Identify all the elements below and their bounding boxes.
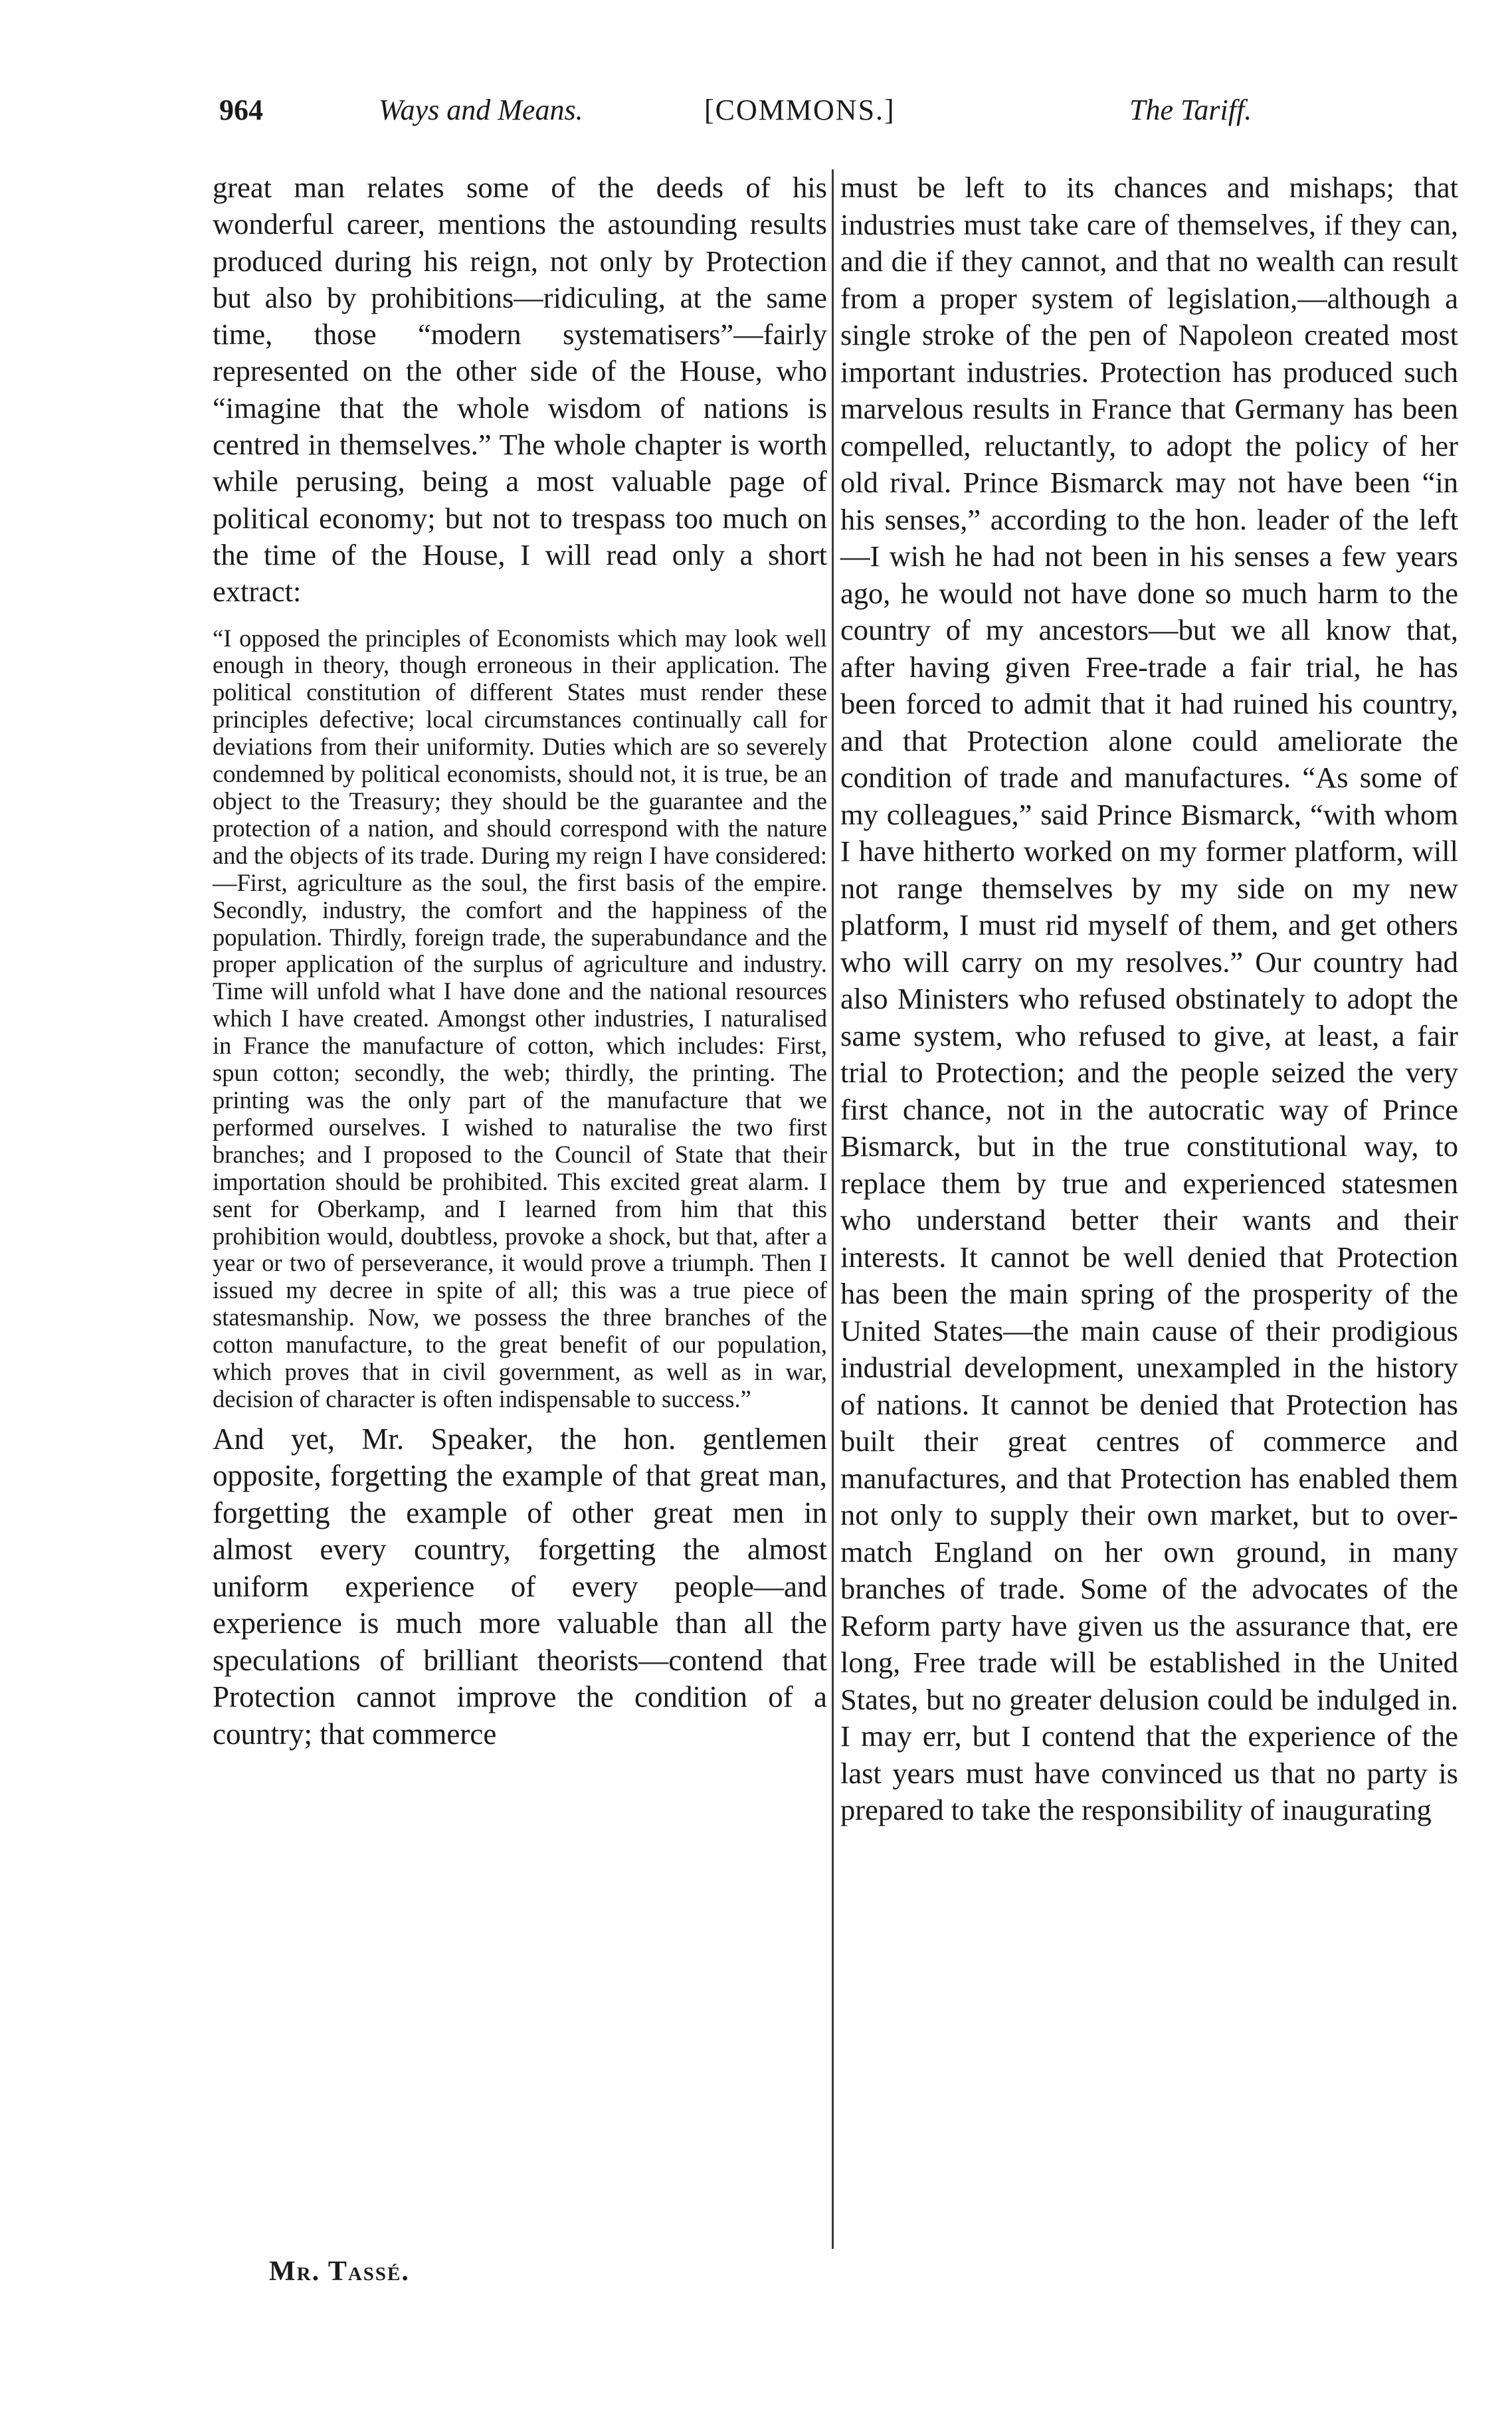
page-header bbox=[0, 93, 1512, 140]
left-column bbox=[213, 169, 827, 1753]
column-divider bbox=[832, 169, 834, 2249]
right-column bbox=[840, 169, 1458, 1829]
right-paragraph: must be left to its chances and mishaps; that industries must take care of themselves, if they can, and die if they cannot, and that no wealth can result from a proper system of legislation,—although a single stroke of the pen of Napoleon created most important industries. Protection has produced such marvelous results in France that Germany has been compelled, reluctantly, to adopt the policy of her old rival. Prince Bismarck may not have been “in his senses,” according to the hon. leader of the left—I wish he had not been in his senses a few years ago, he would not have done so much harm to the country of my ancestors—but we all know that, after having given Free-trade a fair trial, he has been forced to admit that it had ruined his country, and that Protection alone could ameliorate the condition of trade and manufactures. “As some of my colleagues,” said Prince Bismarck, “with whom I have hitherto worked on my former platform, will not range themselves by my side on my new platform, I must rid myself of them, and get others who will carry on my resolves.” Our country had also Ministers who refused obstinately to adopt the same system, who refused to give, at least, a fair trial to Protection; and the people seized the very first chance, not in the autocratic way of Prince Bismarck, but in the true constitutional way, to replace them by true and experienced statesmen who understand better their wants and their interests. It cannot be well denied that Protection has been the main spring of the prosperity of the United States—the main cause of their prodigious industrial development, unexampled in the history of nations. It cannot be denied that Protection has built their great centres of commerce and manufactures, and that Protection has enabled them not only to supply their own market, but to over-match England on her own ground, in many branches of trade. Some of the advocates of the Reform party have given us the assurance that, ere long, Free trade will be established in the United States, but no greater delusion could be indulged in. I may err, but I contend that the experience of the last years must have convinced us that no party is prepared to take the responsibility of inaugurating bbox=[840, 171, 1458, 1826]
left-paragraph-2: And yet, Mr. Speaker, the hon. gentlemen opposite, forgetting the example of that great man, forgetting the example of other great men in almost every country, forgetting the almost uniform experience of every people—and experience is much more valuable than all the speculations of brilliant theorists—contend that Protection cannot improve the condition of a country; that commerce bbox=[213, 1422, 827, 1751]
page-number: 964 bbox=[219, 94, 263, 126]
napoleon-quote: “I opposed the principles of Economists which may look well enough in theory, though erroneous in their application. The political constitution of different States must render these principles defective; local circumstances continually call for deviations from their uniformity. Duties which are so severely condemned by political economists, should not, it is true, be an object to the Treasury; they should be the guarantee and the protection of a nation, and should correspond with the nature and the objects of its trade. During my reign I have considered:—First, agriculture as the soul, the first basis of the empire. Secondly, industry, the comfort and the happiness of the population. Thirdly, foreign trade, the superabundance and the proper application of the surplus of agriculture and industry. Time will unfold what I have done and the national resources which I have created. Amongst other industries, I naturalised in France the manufacture of cotton, which includes: First, spun cotton; secondly, the web; thirdly, the printing. The printing was the only part of the manufacture that we performed ourselves. I wished to naturalise the two first branches; and I proposed to the Council of State that their importation should be prohibited. This excited great alarm. I sent for Oberkamp, and I learned from him that this prohibition would, doubtless, provoke a shock, but that, after a year or two of perseverance, it would prove a triumph. Then I issued my decree in spite of all; this was a true piece of statesmanship. Now, we possess the three branches of the cotton manufacture, to the great benefit of our population, which proves that in civil government, as well as in war, decision of character is often indispensable to success.” bbox=[213, 624, 827, 1412]
left-paragraph-1: great man relates some of the deeds of his wonderful career, mentions the astounding results produced during his reign, not only by Protection but also by prohibitions—ridiculing, at the same time, those “modern systematisers”—fairly represented on the other side of the House, who “imagine that the whole wisdom of nations is centred in themselves.” The whole chapter is worth while perusing, being a most valuable page of political economy; but not to trespass too much on the time of the House, I will read only a short extract: bbox=[213, 171, 827, 609]
house-label: [COMMONS.] bbox=[704, 94, 896, 126]
running-title-right: The Tariff. bbox=[1129, 94, 1252, 126]
speaker-name: Mr. Tassé. bbox=[269, 2256, 410, 2287]
running-title-left: Ways and Means. bbox=[379, 94, 583, 126]
